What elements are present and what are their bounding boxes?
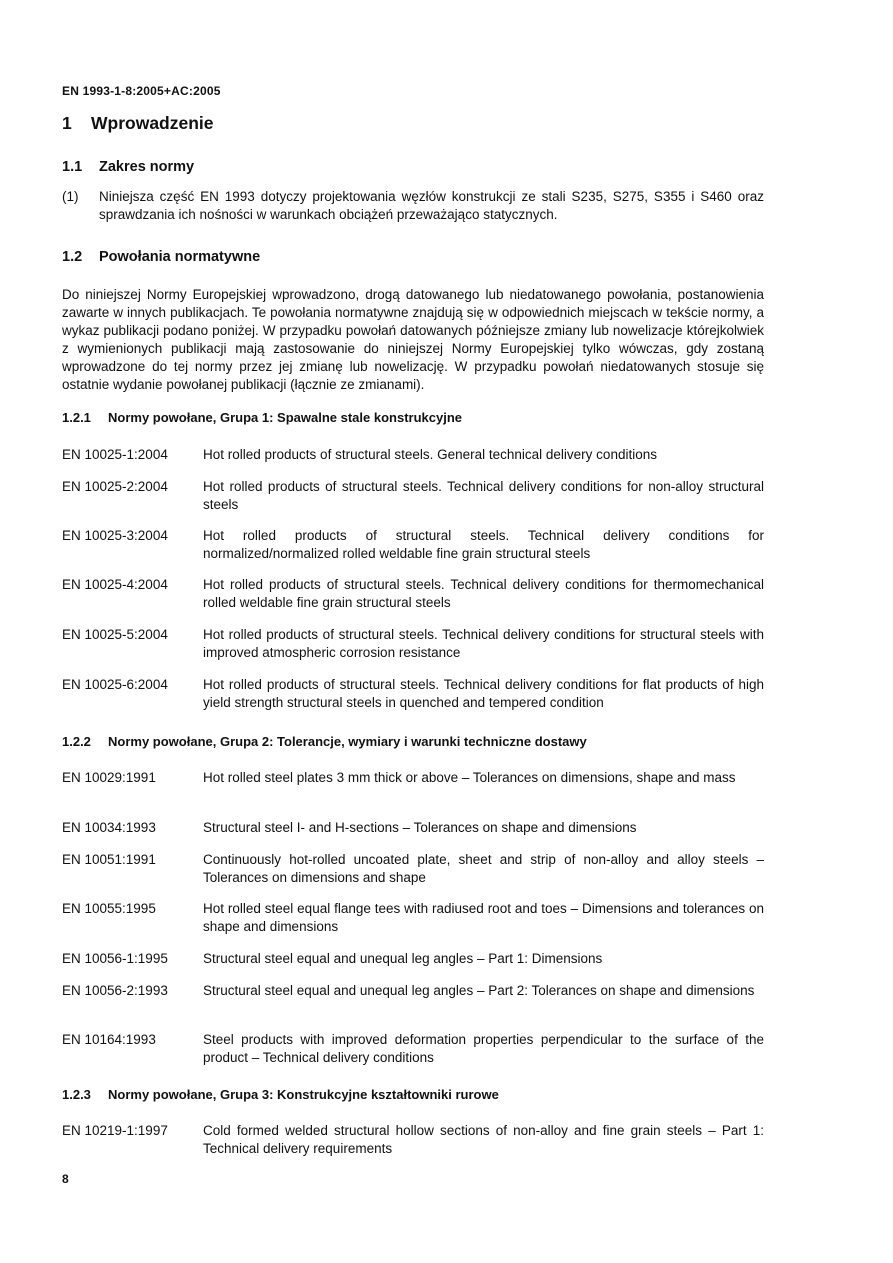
reference-title: Steel products with improved deformation properties perpendicular to the surface of the product – Technical delivery conditions [203, 1032, 764, 1065]
clause-number: (1) [62, 189, 79, 204]
reference-code: EN 10056-2:1993 [62, 983, 168, 998]
reference-title: Hot rolled products of structural steels. Technical delivery conditions for flat products of high yield strength structural steels in quenched and tempered condition [203, 677, 764, 710]
section-title: Powołania normatywne [99, 249, 261, 265]
clause-text: Niniejsza część EN 1993 dotyczy projektowania węzłów konstrukcji ze stali S235, S275, S355 i S460 oraz sprawdzania ich nośności w warunkach obciążeń przeważająco statycznych. [99, 189, 764, 222]
reference-code: EN 10055:1995 [62, 901, 156, 916]
section-number: 1.2 [62, 249, 83, 265]
reference-code: EN 10051:1991 [62, 852, 156, 867]
page-number: 8 [62, 1172, 69, 1186]
reference-code: EN 10025-2:2004 [62, 479, 168, 494]
normative-references-intro: Do niniejszej Normy Europejskiej wprowadzono, drogą datowanego lub niedatowanego powołania, postanowienia zawarte w innych publikacjach. Te powołania normatywne znajdują się w odpowiednich miejscach w tekście normy, a wykaz publikacji podano poniżej. W przypadku powołań datowanych późniejsze zmiany lub nowelizacje którejkolwiek z wymienionych publikacji mają zastosowanie do niniejszej Normy Europejskiej tylko wówczas, gdy zostaną wprowadzone do tej normy przez jej zmianę lub nowelizację. W przypadku powołań niedatowanych stosuje się ostatnie wydanie powołanej publikacji (łącznie ze zmianami). [62, 287, 764, 392]
subsection-title: Normy powołane, Grupa 3: Konstrukcyjne kształtowniki rurowe [108, 1087, 499, 1102]
subsection-title: Normy powołane, Grupa 2: Tolerancje, wymiary i warunki techniczne dostawy [108, 734, 587, 749]
reference-code: EN 10025-4:2004 [62, 577, 168, 592]
reference-code: EN 10164:1993 [62, 1032, 156, 1047]
reference-code: EN 10056-1:1995 [62, 951, 168, 966]
document-id-header: EN 1993-1-8:2005+AC:2005 [62, 84, 221, 98]
reference-title: Structural steel I- and H-sections – Tolerances on shape and dimensions [203, 820, 637, 835]
reference-code: EN 10219-1:1997 [62, 1123, 168, 1138]
subsection-number: 1.2.3 [62, 1087, 91, 1102]
subsection-1-2-3-heading [62, 1087, 499, 1102]
reference-title: Hot rolled products of structural steels. Technical delivery conditions for normalized/normalized rolled weldable fine grain structural steels [203, 528, 764, 561]
reference-title: Hot rolled products of structural steels. Technical delivery conditions for structural steels with improved atmospheric corrosion resistance [203, 627, 764, 660]
reference-title: Hot rolled products of structural steels. Technical delivery conditions for thermomechanical rolled weldable fine grain structural steels [203, 577, 764, 610]
reference-code: EN 10025-3:2004 [62, 528, 168, 543]
section-number: 1 [62, 113, 72, 133]
reference-title: Structural steel equal and unequal leg angles – Part 1: Dimensions [203, 951, 603, 966]
section-number: 1.1 [62, 159, 83, 175]
reference-title: Cold formed welded structural hollow sections of non-alloy and fine grain steels – Part 1: Technical delivery requirements [203, 1123, 764, 1156]
subsection-number: 1.2.1 [62, 410, 91, 425]
reference-title: Structural steel equal and unequal leg angles – Part 2: Tolerances on shape and dimensions [203, 983, 755, 998]
subsection-1-2-2-heading [62, 734, 587, 749]
section-1-2-heading [62, 249, 260, 265]
reference-title: Continuously hot-rolled uncoated plate, sheet and strip of non-alloy and alloy steels – Tolerances on dimensions and shape [203, 852, 764, 885]
reference-code: EN 10025-5:2004 [62, 627, 168, 642]
reference-title: Hot rolled steel equal flange tees with radiused root and toes – Dimensions and tolerances on shape and dimensions [203, 901, 764, 934]
reference-title: Hot rolled products of structural steels. Technical delivery conditions for non-alloy structural steels [203, 479, 764, 512]
section-1-heading [62, 113, 214, 134]
subsection-number: 1.2.2 [62, 734, 91, 749]
section-1-1-heading [62, 159, 194, 175]
reference-code: EN 10029:1991 [62, 770, 156, 785]
subsection-title: Normy powołane, Grupa 1: Spawalne stale konstrukcyjne [108, 410, 462, 425]
reference-code: EN 10034:1993 [62, 820, 156, 835]
reference-code: EN 10025-1:2004 [62, 447, 168, 462]
reference-title: Hot rolled steel plates 3 mm thick or above – Tolerances on dimensions, shape and mass [203, 770, 736, 785]
section-title: Zakres normy [99, 159, 195, 175]
section-title: Wprowadzenie [91, 113, 214, 133]
reference-title: Hot rolled products of structural steels. General technical delivery conditions [203, 447, 657, 462]
reference-code: EN 10025-6:2004 [62, 677, 168, 692]
subsection-1-2-1-heading [62, 410, 462, 425]
